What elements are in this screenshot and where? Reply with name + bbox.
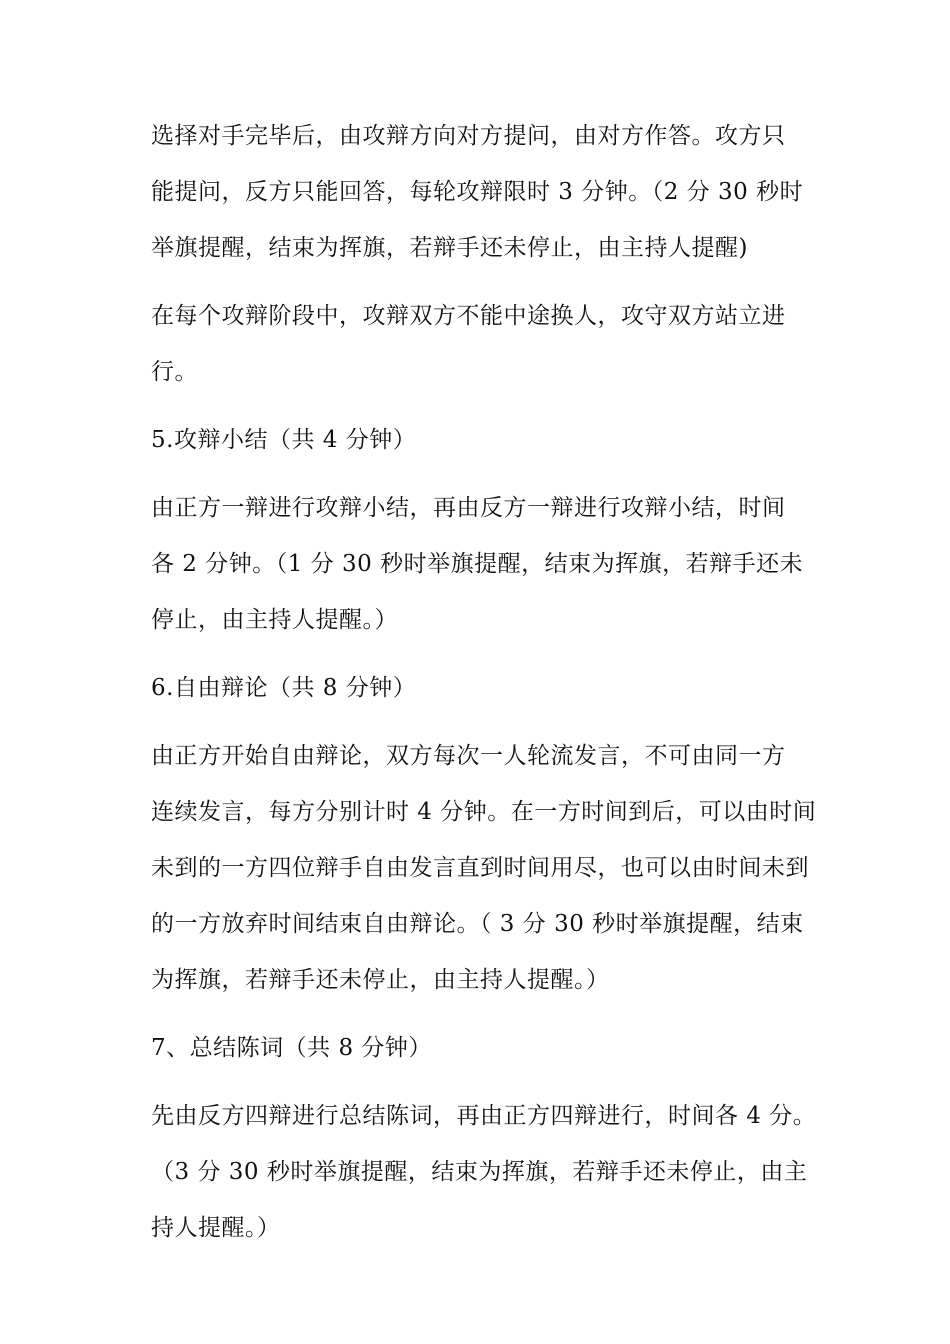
text-line: 由正方一辩进行攻辩小结，再由反方一辩进行攻辩小结，时间	[151, 495, 786, 521]
text-line: 举旗提醒，结束为挥旗，若辩手还未停止，由主持人提醒)	[151, 235, 748, 261]
text-line: 先由反方四辩进行总结陈词，再由正方四辩进行，时间各 4 分。	[151, 1103, 817, 1129]
paragraph-closing-statement-rules	[145, 1088, 815, 1256]
text-line: 行。	[151, 359, 198, 385]
text-line: 能提问，反方只能回答，每轮攻辩限时 3 分钟。（2 分 30 秒时	[151, 179, 804, 205]
paragraph-summary-rules	[145, 480, 815, 648]
paragraph-no-substitution	[145, 288, 815, 400]
text-line: 未到的一方四位辩手自由发言直到时间用尽，也可以由时间未到	[151, 855, 809, 881]
text-line: 停止，由主持人提醒。）	[151, 607, 398, 633]
paragraph-free-debate-rules	[145, 728, 815, 1008]
text-line: 的一方放弃时间结束自由辩论。（ 3 分 30 秒时举旗提醒，结束	[151, 911, 804, 937]
text-line: 选择对手完毕后，由攻辩方向对方提问，由对方作答。攻方只	[151, 123, 786, 149]
text-line: （3 分 30 秒时举旗提醒，结束为挥旗，若辩手还未停止，由主	[151, 1159, 808, 1185]
section-heading-5: 5.攻辩小结（共 4 分钟）	[151, 427, 417, 453]
section-heading-7: 7、总结陈词（共 8 分钟）	[151, 1035, 432, 1061]
text-line: 在每个攻辩阶段中，攻辩双方不能中途换人，攻守双方站立进	[151, 303, 786, 329]
text-line: 持人提醒。）	[151, 1215, 281, 1241]
text-line: 连续发言，每方分别计时 4 分钟。在一方时间到后，可以由时间	[151, 799, 817, 825]
section-heading-6: 6.自由辩论（共 8 分钟）	[151, 675, 417, 701]
paragraph-questioning-rules	[145, 108, 815, 276]
text-line: 为挥旗，若辩手还未停止，由主持人提醒。）	[151, 967, 610, 993]
text-line: 各 2 分钟。（1 分 30 秒时举旗提醒，结束为挥旗，若辩手还未	[151, 551, 804, 577]
document-page	[145, 108, 815, 1256]
text-line: 由正方开始自由辩论，双方每次一人轮流发言，不可由同一方	[151, 743, 786, 769]
